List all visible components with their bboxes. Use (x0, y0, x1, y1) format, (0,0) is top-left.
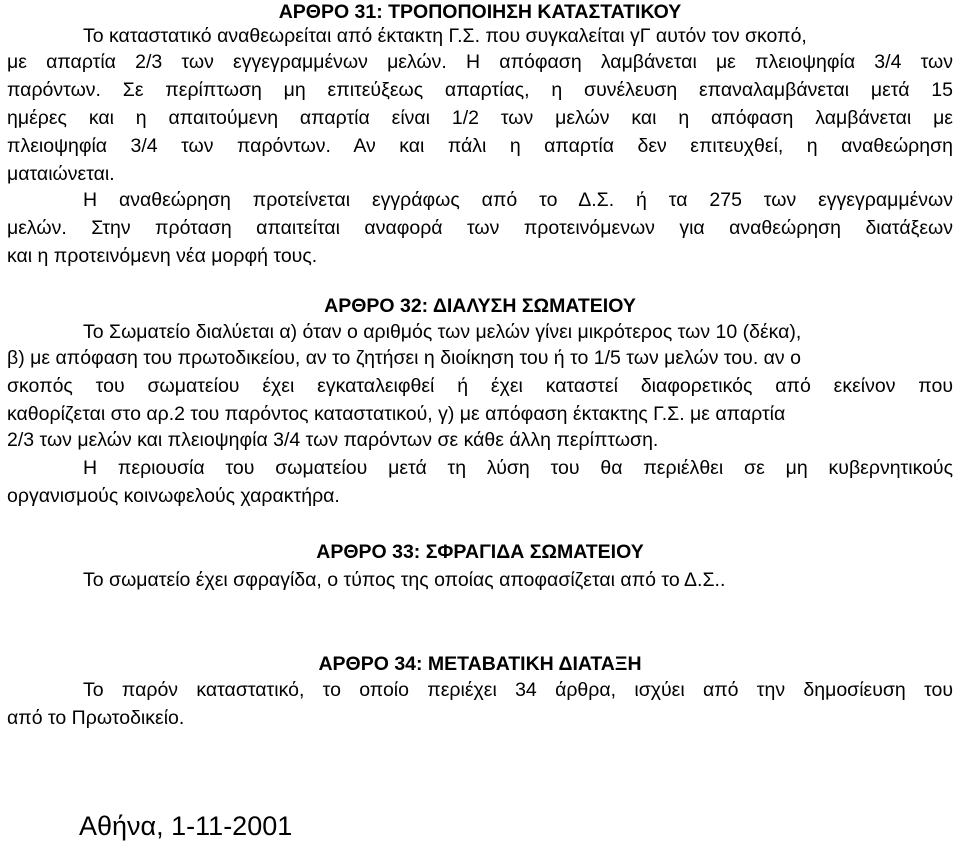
article-32-line-7: οργανισμούς κοινωφελούς χαρακτήρα. (7, 485, 340, 507)
article-32-line-2: β) με απόφαση του πρωτοδικείου, αν το ζητήσει η διοίκηση του ή το 1/5 των μελών του. αν ο (7, 347, 801, 369)
article-31-line-7: Η αναθεώρηση προτείνεται εγγράφως από το Δ.Σ. ή τα 275 των εγγεγραμμένων (83, 189, 953, 211)
article-32-line-1: Το Σωματείο διαλύεται α) όταν ο αριθμός των μελών γίνει μικρότερος των 10 (δέκα), (83, 321, 802, 343)
place-date-signoff: Αθήνα, 1-11-2001 (79, 811, 293, 841)
article-31-line-5: πλειοψηφία 3/4 των παρόντων. Αν και πάλι η απαρτία δεν επιτευχθεί, η αναθεώρηση (7, 135, 953, 157)
article-32-line-4: καθορίζεται στο αρ.2 του παρόντος καταστατικού, γ) με απόφαση έκτακτης Γ.Σ. με απαρτία (7, 403, 786, 425)
article-32-line-6: Η περιουσία του σωματείου μετά τη λύση του θα περιέλθει σε μη κυβερνητικούς (83, 457, 953, 479)
article-31-line-8: μελών. Στην πρόταση απαιτείται αναφορά των προτεινόμενων για αναθεώρηση διατάξεων (7, 217, 953, 239)
article-31-line-6: ματαιώνεται. (7, 163, 115, 185)
article-31-heading: ΑΡΘΡΟ 31: ΤΡΟΠΟΠΟΙΗΣΗ ΚΑΤΑΣΤΑΤΙΚΟΥ (278, 1, 682, 23)
article-31-line-1: Το καταστατικό αναθεωρείται από έκτακτη Γ.Σ. που συγκαλείται γΓ αυτόν τον σκοπό, (83, 25, 807, 47)
article-34-line-1: Το παρόν καταστατικό, το οποίο περιέχει 34 άρθρα, ισχύει από την δημοσίευση του (83, 679, 953, 701)
article-31-line-9: και η προτεινόμενη νέα μορφή τους. (7, 245, 318, 267)
article-33-heading: ΑΡΘΡΟ 33: ΣΦΡΑΓΙΔΑ ΣΩΜΑΤΕΙΟΥ (316, 541, 644, 563)
article-31-line-2: με απαρτία 2/3 των εγγεγραμμένων μελών. Η απόφαση λαμβάνεται με πλειοψηφία 3/4 των (7, 51, 953, 73)
article-34-line-2: από το Πρωτοδικείο. (7, 707, 185, 729)
article-32-heading: ΑΡΘΡΟ 32: ΔΙΑΛΥΣΗ ΣΩΜΑΤΕΙΟΥ (324, 295, 636, 317)
article-34-heading: ΑΡΘΡΟ 34: ΜΕΤΑΒΑΤΙΚΗ ΔΙΑΤΑΞΗ (318, 653, 642, 675)
article-32-line-5: 2/3 των μελών και πλειοψηφία 3/4 των παρόντων σε κάθε άλλη περίπτωση. (7, 429, 659, 451)
article-31-line-4: ημέρες και η απαιτούμενη απαρτία είναι 1/2 των μελών και η απόφαση λαμβάνεται με (7, 107, 953, 129)
article-31-line-3: παρόντων. Σε περίπτωση μη επιτεύξεως απαρτίας, η συνέλευση επαναλαμβάνεται μετά 15 (7, 79, 953, 101)
article-33-line-1: Το σωματείο έχει σφραγίδα, ο τύπος της οποίας αποφασίζεται από το Δ.Σ.. (83, 569, 726, 591)
article-32-line-3: σκοπός του σωματείου έχει εγκαταλειφθεί ή έχει καταστεί διαφορετικός από εκείνον που (7, 375, 953, 397)
